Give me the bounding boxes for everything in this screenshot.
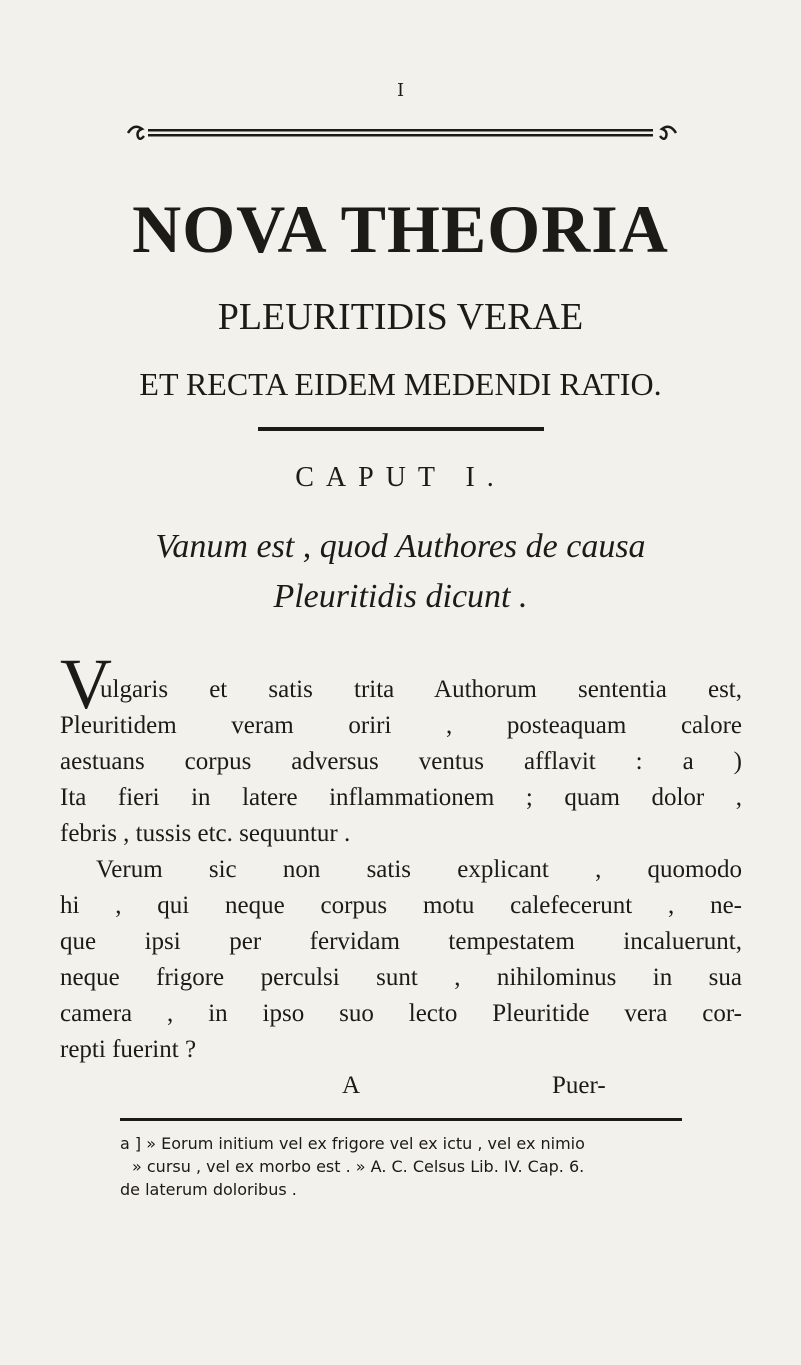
body-line: Verum sic non satis explicant , quomodo bbox=[96, 856, 742, 883]
footnote-line: » cursu , vel ex morbo est . » A. C. Celsus Lib. IV. Cap. 6. bbox=[132, 1157, 585, 1176]
body-text bbox=[60, 672, 742, 1104]
heading-line-1: Vanum est , quod Authores de causa bbox=[155, 528, 646, 565]
ornament-rule-icon bbox=[124, 120, 680, 146]
body-line: repti fuerint ? bbox=[60, 1036, 197, 1063]
divider-rule bbox=[258, 427, 544, 431]
chapter-heading: CAPUT I. bbox=[295, 462, 506, 493]
body-line: ulgaris et satis trita Authorum sententia est, bbox=[100, 676, 742, 703]
body-line: febris , tussis etc. sequuntur . bbox=[60, 820, 351, 847]
footnote-rule bbox=[120, 1118, 682, 1121]
body-line: aestuans corpus adversus ventus afflavit : a ) bbox=[60, 748, 742, 775]
footnote-line: a ] » Eorum initium vel ex frigore vel ex ictu , vel ex nimio bbox=[120, 1134, 585, 1153]
subtitle-line-1: PLEURITIDIS VERAE bbox=[217, 296, 584, 338]
catchword-right: Puer- bbox=[552, 1072, 606, 1099]
catchword-left: A bbox=[342, 1072, 361, 1099]
catchword-line bbox=[60, 1068, 742, 1104]
body-line: neque frigore perculsi sunt , nihilominus in sua bbox=[60, 964, 742, 991]
page-number: I bbox=[396, 80, 405, 101]
heading-line-2: Pleuritidis dicunt . bbox=[273, 578, 528, 615]
body-line: hi , qui neque corpus motu calefecerunt , ne- bbox=[60, 892, 742, 919]
drop-cap: V bbox=[60, 644, 112, 724]
body-line: que ipsi per fervidam tempestatem incaluerunt, bbox=[60, 928, 742, 955]
body-line: Ita fieri in latere inflammationem ; quam dolor , bbox=[60, 784, 742, 811]
footnote bbox=[120, 1132, 688, 1201]
subtitle-line-2: ET RECTA EIDEM MEDENDI RATIO. bbox=[139, 366, 662, 402]
body-line: Pleuritidem veram oriri , posteaquam calore bbox=[60, 712, 742, 739]
section-heading bbox=[0, 522, 801, 622]
title: NOVA THEORIA bbox=[132, 191, 669, 267]
body-line: camera , in ipso suo lecto Pleuritide vera cor- bbox=[60, 1000, 742, 1027]
footnote-line: de laterum doloribus . bbox=[120, 1180, 297, 1199]
